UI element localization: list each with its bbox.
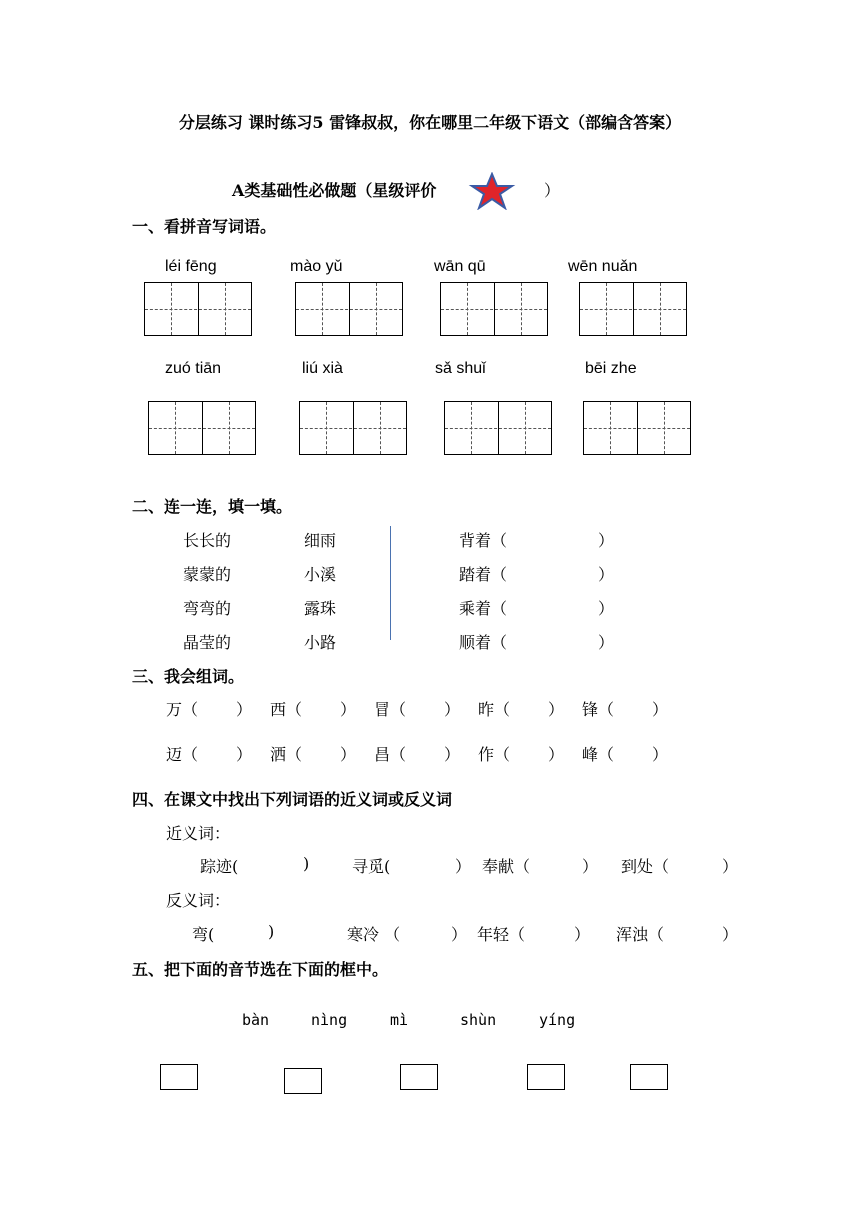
synonym-2-close: ） <box>455 857 472 876</box>
group-word-5-close: ） <box>652 700 669 719</box>
synonym-3-close: ） <box>582 857 599 876</box>
antonym-label: 反义词： <box>166 891 231 910</box>
fill-blank-4[interactable]: 顺着（ <box>459 633 508 652</box>
antonym-2[interactable]: 寒冷 （ <box>347 925 401 944</box>
section-2-heading: 二、连一连，填一填。 <box>132 497 293 516</box>
synonym-3[interactable]: 奉献（ <box>482 857 531 876</box>
group-word-9-close: ） <box>548 745 565 764</box>
antonym-2-close: ） <box>451 925 468 944</box>
match-right-3[interactable]: 露珠 <box>304 599 337 618</box>
answer-box-3[interactable] <box>400 1064 438 1090</box>
match-right-1[interactable]: 细雨 <box>304 531 337 550</box>
syllable-2[interactable]: nìng <box>311 1011 348 1029</box>
pinyin-5: zuó tiān <box>165 360 222 377</box>
divider-line <box>390 526 391 640</box>
synonym-2[interactable]: 寻觅( <box>352 857 391 876</box>
antonym-3-close: ） <box>574 925 591 944</box>
match-left-2[interactable]: 蒙蒙的 <box>183 565 232 584</box>
answer-box-4[interactable] <box>527 1064 565 1090</box>
match-right-2[interactable]: 小溪 <box>304 565 337 584</box>
group-word-3-close: ） <box>444 700 461 719</box>
section-3-heading: 三、我会组词。 <box>132 667 245 686</box>
syllable-4[interactable]: shùn <box>460 1011 497 1029</box>
group-word-4-close: ） <box>548 700 565 719</box>
section-4-heading: 四、在课文中找出下列词语的近义词或反义词 <box>132 790 453 809</box>
pinyin-3: wān qū <box>434 258 486 275</box>
writing-grid-6[interactable] <box>299 401 407 455</box>
group-word-8-close: ） <box>444 745 461 764</box>
answer-box-1[interactable] <box>160 1064 198 1090</box>
pinyin-2: mào yǔ <box>290 258 343 275</box>
synonym-1-close: ) <box>303 854 310 873</box>
syllable-3[interactable]: mì <box>390 1011 409 1029</box>
writing-grid-7[interactable] <box>444 401 552 455</box>
answer-box-2[interactable] <box>284 1068 322 1094</box>
group-word-6-close: ） <box>236 745 253 764</box>
antonym-1[interactable]: 弯( <box>192 925 215 944</box>
writing-grid-5[interactable] <box>148 401 256 455</box>
pinyin-7: sǎ shuǐ <box>435 360 486 377</box>
writing-grid-1[interactable] <box>144 282 252 336</box>
group-word-10-close: ） <box>652 745 669 764</box>
syllable-1[interactable]: bàn <box>242 1011 270 1029</box>
group-word-1[interactable]: 万（ <box>166 700 199 719</box>
group-word-8[interactable]: 昌（ <box>374 745 407 764</box>
group-word-2[interactable]: 西（ <box>270 700 303 719</box>
section-1-heading: 一、看拼音写词语。 <box>132 217 277 236</box>
page-title: 分层练习 课时练习5 雷锋叔叔，你在哪里二年级下语文（部编含答案） <box>178 113 682 132</box>
syllable-5[interactable]: yíng <box>539 1011 576 1029</box>
group-word-7-close: ） <box>340 745 357 764</box>
antonym-4[interactable]: 浑浊（ <box>616 925 665 944</box>
match-left-1[interactable]: 长长的 <box>183 531 232 550</box>
match-left-4[interactable]: 晶莹的 <box>183 633 232 652</box>
antonym-3[interactable]: 年轻（ <box>477 925 526 944</box>
fill-blank-3[interactable]: 乘着（ <box>459 599 508 618</box>
synonym-4[interactable]: 到处（ <box>621 857 670 876</box>
synonym-label: 近义词： <box>166 824 231 843</box>
writing-grid-8[interactable] <box>583 401 691 455</box>
fill-blank-2-close: ） <box>598 565 615 584</box>
group-word-9[interactable]: 作（ <box>478 745 511 764</box>
antonym-1-close: ) <box>268 922 275 941</box>
fill-blank-2[interactable]: 踏着（ <box>459 565 508 584</box>
writing-grid-4[interactable] <box>579 282 687 336</box>
category-a-label: A类基础性必做题（星级评价 <box>232 181 437 200</box>
group-word-5[interactable]: 锋（ <box>582 700 615 719</box>
fill-blank-4-close: ） <box>598 633 615 652</box>
group-word-3[interactable]: 冒（ <box>374 700 407 719</box>
match-left-3[interactable]: 弯弯的 <box>183 599 232 618</box>
writing-grid-2[interactable] <box>295 282 403 336</box>
group-word-1-close: ） <box>236 700 253 719</box>
fill-blank-1-close: ） <box>598 531 615 550</box>
pinyin-4: wēn nuǎn <box>568 258 638 275</box>
synonym-4-close: ） <box>722 857 739 876</box>
pinyin-6: liú xià <box>302 360 343 377</box>
group-word-4[interactable]: 昨（ <box>478 700 511 719</box>
match-right-4[interactable]: 小路 <box>304 633 337 652</box>
category-a-close: ） <box>544 181 561 200</box>
group-word-10[interactable]: 峰（ <box>582 745 615 764</box>
pinyin-1: léi fēng <box>165 258 217 275</box>
synonym-1[interactable]: 踪迹( <box>200 857 239 876</box>
antonym-4-close: ） <box>722 925 739 944</box>
group-word-7[interactable]: 洒（ <box>270 745 303 764</box>
fill-blank-1[interactable]: 背着（ <box>459 531 508 550</box>
writing-grid-3[interactable] <box>440 282 548 336</box>
section-5-heading: 五、把下面的音节选在下面的框中。 <box>132 960 389 979</box>
answer-box-5[interactable] <box>630 1064 668 1090</box>
fill-blank-3-close: ） <box>598 599 615 618</box>
group-word-6[interactable]: 迈（ <box>166 745 199 764</box>
star-icon <box>468 172 516 210</box>
group-word-2-close: ） <box>340 700 357 719</box>
pinyin-8: bēi zhe <box>585 360 637 377</box>
